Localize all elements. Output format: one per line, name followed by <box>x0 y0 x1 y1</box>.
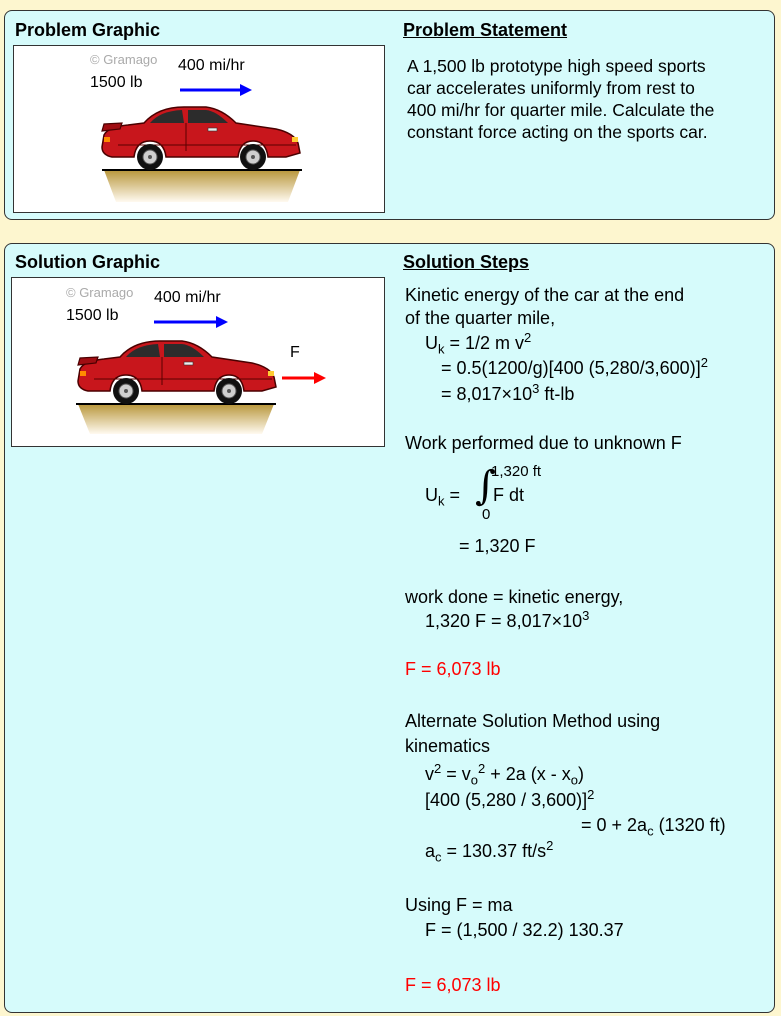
solution-panel <box>4 243 775 1013</box>
velocity-arrow <box>180 84 252 96</box>
kinematics-equation: $v^2 = v_o^2 + 2a$ $(x - x_o)$ <box>425 760 584 788</box>
ground <box>78 404 274 434</box>
acceleration-result: $a_c = 130.37$ $ft/s^2$ <box>425 837 554 865</box>
solution-graphic-heading: Solution Graphic <box>15 252 161 272</box>
force-calculation: F = (1,500 / 32.2) 130.37 <box>425 920 624 940</box>
kinematics-substitution-rhs: = $0 + 2a_c$ (1320 ft) <box>581 815 726 839</box>
force-arrow <box>282 372 326 384</box>
integrand: F dt <box>493 485 525 505</box>
problem-panel <box>4 10 775 220</box>
solution-steps-heading: Solution Steps <box>403 252 529 272</box>
uk-result: = $8,017\times 10^3$ ft-lb <box>441 380 575 404</box>
statement-line: A 1,500 lb prototype high speed sports <box>407 56 706 76</box>
ke-intro-line: Kinetic energy of the car at the end <box>405 285 685 305</box>
problem-graphic <box>13 45 385 213</box>
answer-force: F = 6,073 lb <box>405 659 501 679</box>
copyright-label: © Gramago <box>90 52 158 67</box>
uk-substitution: = 0.5(1200/g)[400 (5,280/3,600)]$^2$ <box>441 354 708 378</box>
car-illustration <box>14 46 385 213</box>
integral-upper-limit: 1,320 ft <box>491 463 542 480</box>
mass-label: 1500 lb <box>66 307 119 324</box>
problem-graphic-heading: Problem Graphic <box>15 20 161 40</box>
uk-equation: $U_k = 1/2$ m $v^2$ <box>425 329 532 357</box>
alternate-method-line: kinematics <box>405 736 491 756</box>
ground <box>104 170 300 202</box>
speed-label: 400 mi/hr <box>178 57 245 74</box>
work-energy-line: work done = kinetic energy, <box>405 587 624 607</box>
integral-lower-limit: 0 <box>482 506 491 523</box>
work-intro-line: Work performed due to unknown F <box>405 433 682 453</box>
work-result: = 1,320 F <box>459 536 536 556</box>
sports-car <box>78 341 276 404</box>
mass-label: 1500 lb <box>90 74 143 91</box>
integral-sign: ∫ <box>475 463 496 509</box>
statement-line: car accelerates uniformly from rest to <box>407 78 695 98</box>
work-integral-lhs: $U_k$ = <box>425 485 461 509</box>
newton-law-line: Using F = ma <box>405 895 513 915</box>
problem-statement-heading: Problem Statement <box>403 20 568 40</box>
ke-intro-line: of the quarter mile, <box>405 308 556 328</box>
force-label: F <box>290 344 300 361</box>
alternate-method-line: Alternate Solution Method using <box>405 711 661 731</box>
copyright-label: © Gramago <box>66 285 134 300</box>
speed-label: 400 mi/hr <box>154 289 221 306</box>
kinematics-substitution: [400 (5,280 / 3,600)]$^2$ <box>425 786 595 810</box>
car-with-force-illustration <box>12 278 385 447</box>
answer-force-alternate: F = 6,073 lb <box>405 975 501 995</box>
statement-line: constant force acting on the sports car. <box>407 122 708 142</box>
velocity-arrow <box>154 316 228 328</box>
statement-line: 400 mi/hr for quarter mile. Calculate the <box>407 100 715 120</box>
sports-car <box>102 107 300 170</box>
work-energy-equation: 1,320 $F = 8,017\times 10^3$ <box>425 607 590 631</box>
solution-graphic <box>11 277 385 447</box>
